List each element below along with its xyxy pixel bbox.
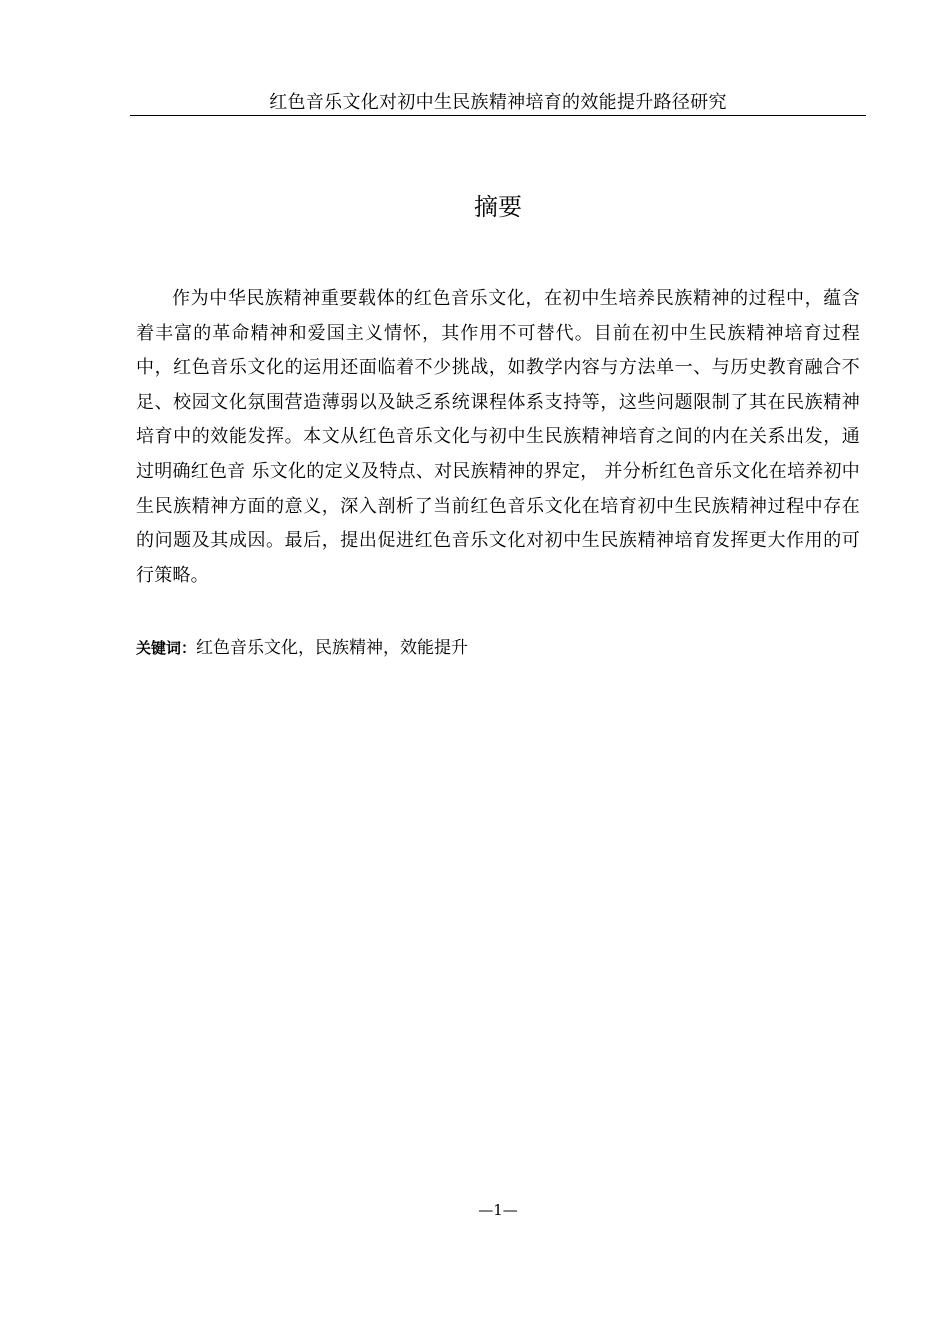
- header-rule: [130, 115, 866, 116]
- keywords-line: [136, 636, 860, 660]
- abstract-paragraph: 作为中华民族精神重要载体的红色音乐文化，在初中生培养民族精神的过程中，蕴含着丰富的革命精神和爱国主义情怀，其作用不可替代。目前在初中生民族精神培育过程中，红色音乐文化的运用还面临着不少挑战，如教学内容与方法单一、与历史教育融合不足、校园文化氛围营造薄弱以及缺乏系统课程体系支持等，这些问题限制了其在民族精神培育中的效能发挥。本文从红色音乐文化与初中生民族精神培育之间的内在关系出发，通过明确红色音 乐文化的定义及特点、对民族精神的界定， 并分析红色音乐文化在培养初中生民族精神方面的意义，深入剖析了当前红色音乐文化在培育初中生民族精神过程中存在的问题及其成因。最后，提出促进红色音乐文化对初中生民族精神培育发挥更大作用的可行策略。: [136, 288, 860, 586]
- page-number: —1—: [478, 1201, 518, 1219]
- page-title: 摘要: [474, 193, 522, 222]
- keywords-label: 关键词：: [136, 639, 197, 657]
- keywords-value: 红色音乐文化，民族精神，效能提升: [196, 638, 469, 658]
- running-header: 红色音乐文化对初中生民族精神培育的效能提升路径研究: [269, 92, 727, 113]
